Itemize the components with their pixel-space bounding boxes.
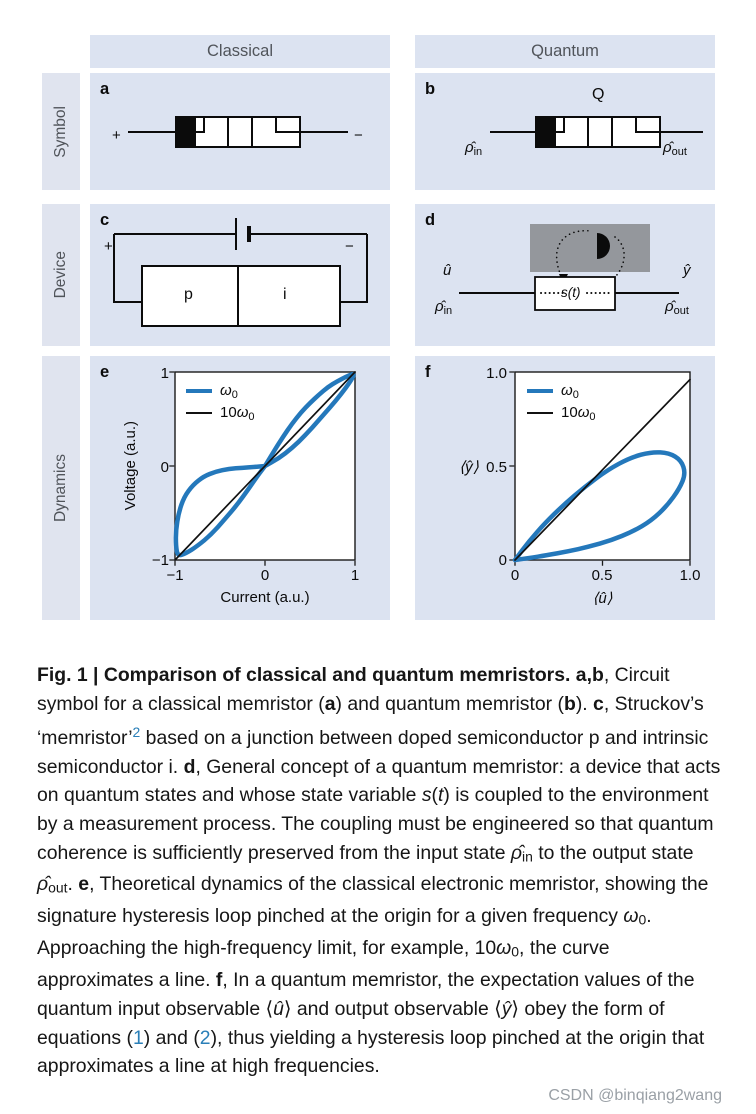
legend-prefix: 10	[561, 403, 578, 421]
legend-line-black-icon	[186, 412, 212, 414]
watermark: CSDN @binqiang2wang	[548, 1087, 722, 1104]
caption-text: , General concept of a quantum memristor: a device that acts on quantum states and whose state variable	[37, 755, 721, 807]
caption-text: , Struckov’s ‘memristor’	[37, 692, 704, 750]
caption-text: a	[324, 692, 336, 715]
legend-10omega0	[527, 402, 596, 424]
minus-terminal-label: −	[345, 238, 354, 255]
panel-b-letter: b	[425, 80, 436, 98]
omega-sub: 0	[589, 410, 596, 423]
plus-terminal-label: +	[112, 127, 121, 144]
caption-text: , the curve approximates a line.	[37, 937, 610, 992]
legend-label	[561, 404, 596, 423]
caption-text: ) and (	[143, 1026, 200, 1049]
column-header-quantum: Quantum	[415, 35, 715, 68]
rho-out-label	[663, 139, 687, 158]
row-label-dynamics-text: Dynamics	[52, 453, 69, 523]
row-label-device-text: Device	[52, 251, 69, 299]
legend-omega0	[186, 380, 255, 402]
memristor-polarity-block	[176, 117, 196, 147]
caption-text: ), thus yielding a hysteresis loop pinched at the origin that approximates a line at high frequencies.	[37, 1026, 705, 1078]
caption-text: based on a junction between doped semiconductor p and intrinsic semiconductor i.	[37, 727, 709, 778]
rho-in-label	[465, 139, 482, 158]
battery-icon	[236, 218, 249, 250]
y-axis-label	[122, 372, 139, 560]
panel-a	[90, 73, 390, 190]
omega-sub: 0	[248, 410, 255, 423]
measurement-box	[530, 224, 650, 272]
y-tick-label: 1	[160, 365, 169, 382]
reference-link[interactable]: 2	[199, 1026, 211, 1049]
caption-text: t	[438, 784, 444, 807]
caption-text: a,b	[575, 664, 604, 686]
row-label-symbol	[42, 73, 80, 190]
caption-text: 0	[511, 943, 520, 960]
y-tick-label: 0.5	[486, 459, 507, 476]
omega-sub: 0	[572, 388, 579, 401]
caption-text: ) and quantum memristor (	[335, 692, 564, 715]
rho-hat: ρ̂	[465, 139, 474, 156]
rho-in-sub: in	[443, 305, 453, 317]
legend-label	[561, 382, 579, 401]
caption-text: ⟩ and output observable ⟨	[283, 997, 502, 1020]
classical-memristor-symbol	[90, 73, 390, 190]
panel-f	[415, 356, 715, 620]
panel-e	[90, 356, 390, 620]
y-axis-label-text: Voltage (a.u.)	[122, 421, 139, 511]
caption-text: in	[522, 847, 533, 864]
x-axis-label: ⟨û⟩	[592, 590, 613, 607]
legend-line-black-icon	[527, 412, 553, 414]
panel-c-letter: c	[100, 211, 110, 229]
rho-in-label	[435, 298, 452, 317]
caption-text: to the output state	[532, 841, 694, 864]
y-tick-label: 0	[498, 552, 507, 569]
legend	[186, 380, 255, 424]
caption-text: . Approaching the high-frequency limit, for example, 10	[37, 905, 652, 960]
panel-f-letter: f	[425, 363, 431, 381]
plus-terminal-label: +	[104, 238, 113, 255]
legend	[527, 380, 596, 424]
y-axis-label: ⟨ŷ⟩	[459, 459, 479, 476]
legend-prefix: 10	[220, 403, 237, 421]
column-header-classical: Classical	[90, 35, 390, 68]
caption-text: , In a quantum memristor, the expectation values of the quantum input observable ⟨	[37, 969, 695, 1020]
row-label-dynamics	[42, 356, 80, 620]
memristor-polarity-block	[536, 117, 556, 147]
caption-text: ω	[496, 937, 512, 960]
reference-link[interactable]: 1	[132, 1026, 144, 1049]
quantum-memristor-symbol	[415, 73, 715, 190]
legend-line-blue-icon	[186, 389, 212, 394]
panel-d-letter: d	[425, 211, 436, 229]
caption-text: s	[421, 784, 432, 807]
state-variable-label: s(t)	[561, 285, 581, 300]
caption-text: ρ̂	[37, 873, 49, 896]
rho-hat: ρ̂	[435, 298, 444, 315]
panel-d	[415, 204, 715, 346]
panel-a-letter: a	[100, 80, 110, 98]
rho-hat: ρ̂	[665, 298, 674, 315]
x-axis-label: Current (a.u.)	[220, 589, 310, 606]
caption-text: ω	[623, 905, 639, 928]
x-tick-label: 1.0	[679, 567, 701, 584]
caption-text: e	[78, 873, 90, 896]
y-tick-label: −1	[151, 552, 169, 569]
caption-text: out	[48, 879, 68, 896]
legend-10omega0	[186, 402, 255, 424]
panel-c	[90, 204, 390, 346]
y-tick-label: 0	[160, 459, 169, 476]
q-label: Q	[592, 86, 605, 103]
panel-e-letter: e	[100, 363, 110, 381]
rho-in-sub: in	[473, 146, 483, 158]
rho-hat: ρ̂	[663, 139, 672, 156]
reference-link[interactable]: 2	[132, 724, 141, 741]
junction-box	[142, 266, 340, 326]
x-tick-label: −1	[166, 567, 184, 584]
legend-omega0	[527, 380, 596, 402]
omega: ω	[236, 403, 249, 421]
figure-caption	[37, 661, 731, 1081]
caption-text: ) is coupled to the environment by a measurement process. The coupling must be engineered so that quantum coherence is sufficiently preserved from the input state	[37, 784, 714, 864]
x-tick-label: 0.5	[591, 567, 613, 584]
y-tick-label: 1.0	[486, 365, 507, 382]
omega: ω	[561, 381, 573, 399]
x-tick-label: 1	[350, 567, 360, 584]
x-tick-label: 0	[510, 567, 520, 584]
omega: ω	[577, 403, 590, 421]
caption-text: Fig. 1 | Comparison of classical and quantum memristors.	[37, 664, 576, 686]
rho-out-sub: out	[671, 146, 687, 158]
caption-text: ).	[575, 692, 594, 715]
caption-text: .	[67, 873, 79, 896]
caption-text: c	[593, 692, 604, 715]
rho-out-label	[665, 298, 689, 317]
caption-text: , Circuit symbol for a classical memristor (	[37, 664, 670, 715]
caption-text: 0	[638, 911, 647, 928]
p-region-label: p	[184, 286, 193, 303]
omega-sub: 0	[231, 388, 238, 401]
caption-text: d	[183, 755, 196, 778]
i-region-label: i	[283, 286, 287, 303]
caption-text: ρ̂	[510, 841, 522, 864]
minus-terminal-label: −	[354, 127, 363, 144]
legend-line-blue-icon	[527, 389, 553, 394]
caption-text: ⟩ obey the form of equations (	[37, 997, 665, 1049]
legend-label	[220, 382, 238, 401]
legend-label	[220, 404, 255, 423]
caption-text: (	[431, 784, 438, 807]
u-hat-label: û	[443, 262, 452, 279]
caption-text: b	[563, 692, 576, 715]
x-tick-label: 0	[260, 567, 270, 584]
panel-b	[415, 73, 715, 190]
caption-text: f	[215, 969, 223, 992]
caption-text: ŷ	[501, 997, 512, 1020]
row-label-device	[42, 204, 80, 346]
rho-out-sub: out	[673, 305, 689, 317]
omega: ω	[220, 381, 232, 399]
y-hat-label: ŷ	[683, 262, 691, 279]
caption-text: û	[273, 997, 284, 1020]
caption-text: , Theoretical dynamics of the classical electronic memristor, showing the signature hysteresis loop pinched at the origin for a given frequency	[37, 873, 709, 928]
pn-junction-circuit	[90, 204, 390, 346]
quantum-device-diagram	[415, 204, 715, 346]
row-label-symbol-text: Symbol	[52, 105, 69, 158]
